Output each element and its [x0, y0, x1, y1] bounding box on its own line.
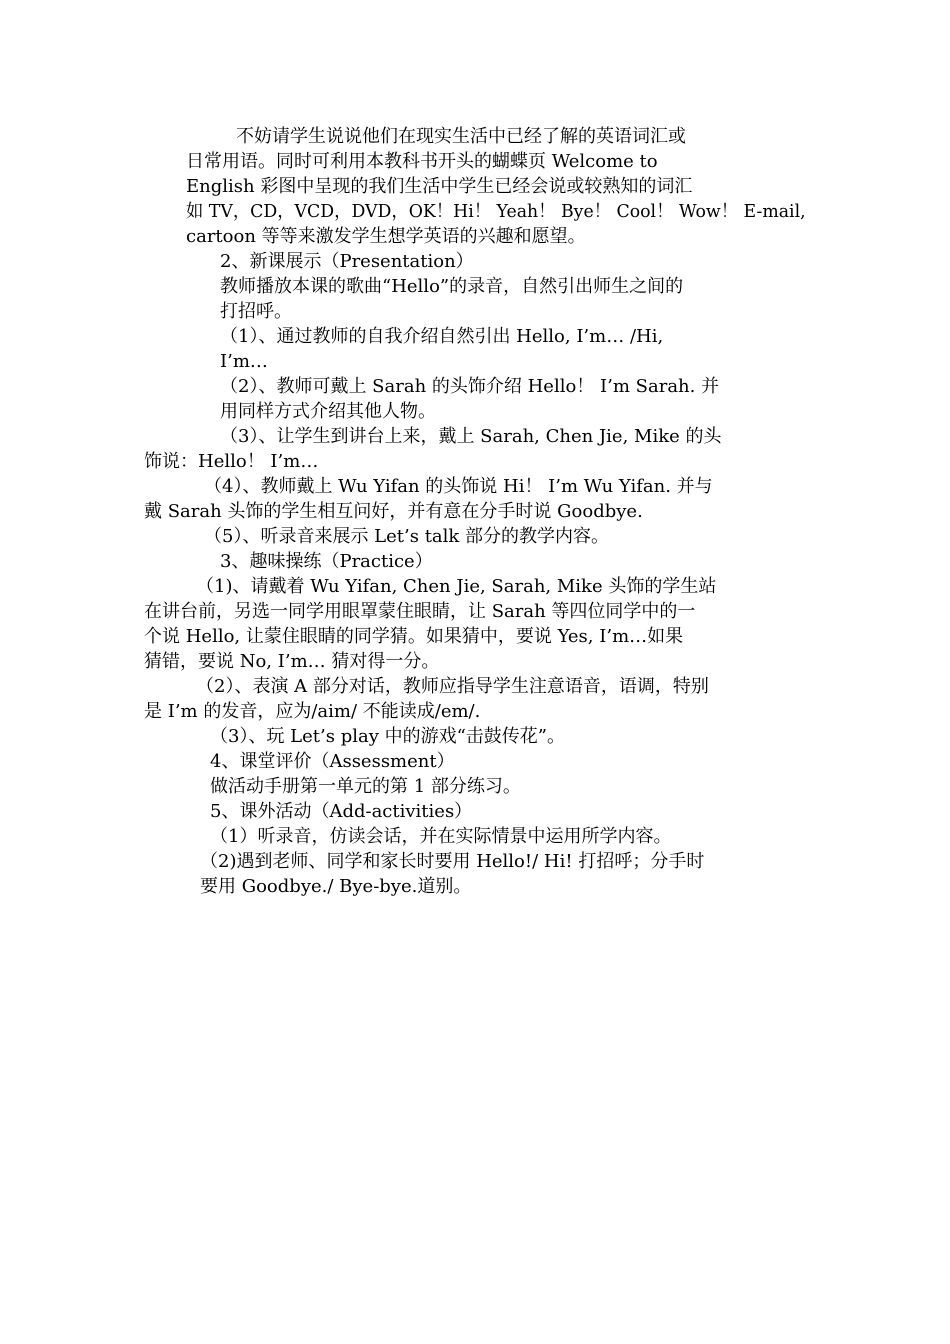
- text-line: （1）听录音，仿读会话，并在实际情景中运用所学内容。: [210, 826, 672, 847]
- text-line: 戴 Sarah 头饰的学生相互问好，并有意在分手时说 Goodbye.: [144, 501, 643, 522]
- text-line: 做活动手册第一单元的第 1 部分练习。: [210, 776, 521, 797]
- text-line: 教师播放本课的歌曲“Hello”的录音，自然引出师生之间的: [220, 276, 684, 297]
- text-line: （2)遇到老师、同学和家长时要用 Hello!/ Hi! 打招呼；分手时: [200, 851, 705, 872]
- text-line: （2）、教师可戴上 Sarah 的头饰介绍 Hello！ I’m Sarah. 并: [220, 376, 720, 397]
- section-heading-presentation: 2、新课展示（Presentation）: [220, 251, 474, 272]
- text-line: English 彩图中呈现的我们生活中学生已经会说或较熟知的词汇: [186, 176, 693, 197]
- text-line: 猜错，要说 No, I’m… 猜对得一分。: [144, 651, 440, 672]
- section-heading-add-activities: 5、课外活动（Add-activities）: [210, 801, 473, 822]
- text-line: （4）、教师戴上 Wu Yifan 的头饰说 Hi！ I’m Wu Yifan. 并与: [204, 476, 713, 497]
- text-line: I’m…: [220, 351, 268, 372]
- text-line: （1)、请戴着 Wu Yifan, Chen Jie, Sarah, Mike 头饰的学生站: [196, 576, 717, 597]
- text-line: cartoon 等等来激发学生想学英语的兴趣和愿望。: [186, 226, 586, 247]
- text-line: （3）、让学生到讲台上来，戴上 Sarah, Chen Jie, Mike 的头: [220, 426, 722, 447]
- text-line: 饰说：Hello！ I’m…: [144, 451, 319, 472]
- text-line: 个说 Hello, 让蒙住眼睛的同学猜。如果猜中，要说 Yes, I’m…如果: [144, 626, 684, 647]
- text-line: （1）、通过教师的自我介绍自然引出 Hello, I’m… /Hi,: [220, 326, 664, 347]
- text-line: （3）、玩 Let’s play 中的游戏“击鼓传花”。: [210, 726, 565, 747]
- text-line: （5）、听录音来展示 Let’s talk 部分的教学内容。: [204, 526, 610, 547]
- text-line: 日常用语。同时可利用本教科书开头的蝴蝶页 Welcome to: [186, 151, 658, 172]
- text-line: 是 I’m 的发音，应为/aim/ 不能读成/em/.: [144, 701, 481, 722]
- text-line: 用同样方式介绍其他人物。: [220, 401, 436, 422]
- section-heading-practice: 3、趣味操练（Practice）: [220, 551, 433, 572]
- text-line: 如 TV，CD，VCD，DVD，OK！Hi！ Yeah！ Bye！ Cool！ Wow！ E-mail,: [186, 201, 806, 222]
- text-line: 不妨请学生说说他们在现实生活中已经了解的英语词汇或: [236, 126, 686, 147]
- text-line: 要用 Goodbye./ Bye-bye.道别。: [200, 876, 472, 897]
- text-line: （2）、表演 A 部分对话，教师应指导学生注意语音，语调，特别: [196, 676, 709, 697]
- text-line: 打招呼。: [220, 301, 292, 322]
- text-line: 在讲台前，另选一同学用眼罩蒙住眼睛，让 Sarah 等四位同学中的一: [144, 601, 696, 622]
- section-heading-assessment: 4、课堂评价（Assessment）: [210, 751, 455, 772]
